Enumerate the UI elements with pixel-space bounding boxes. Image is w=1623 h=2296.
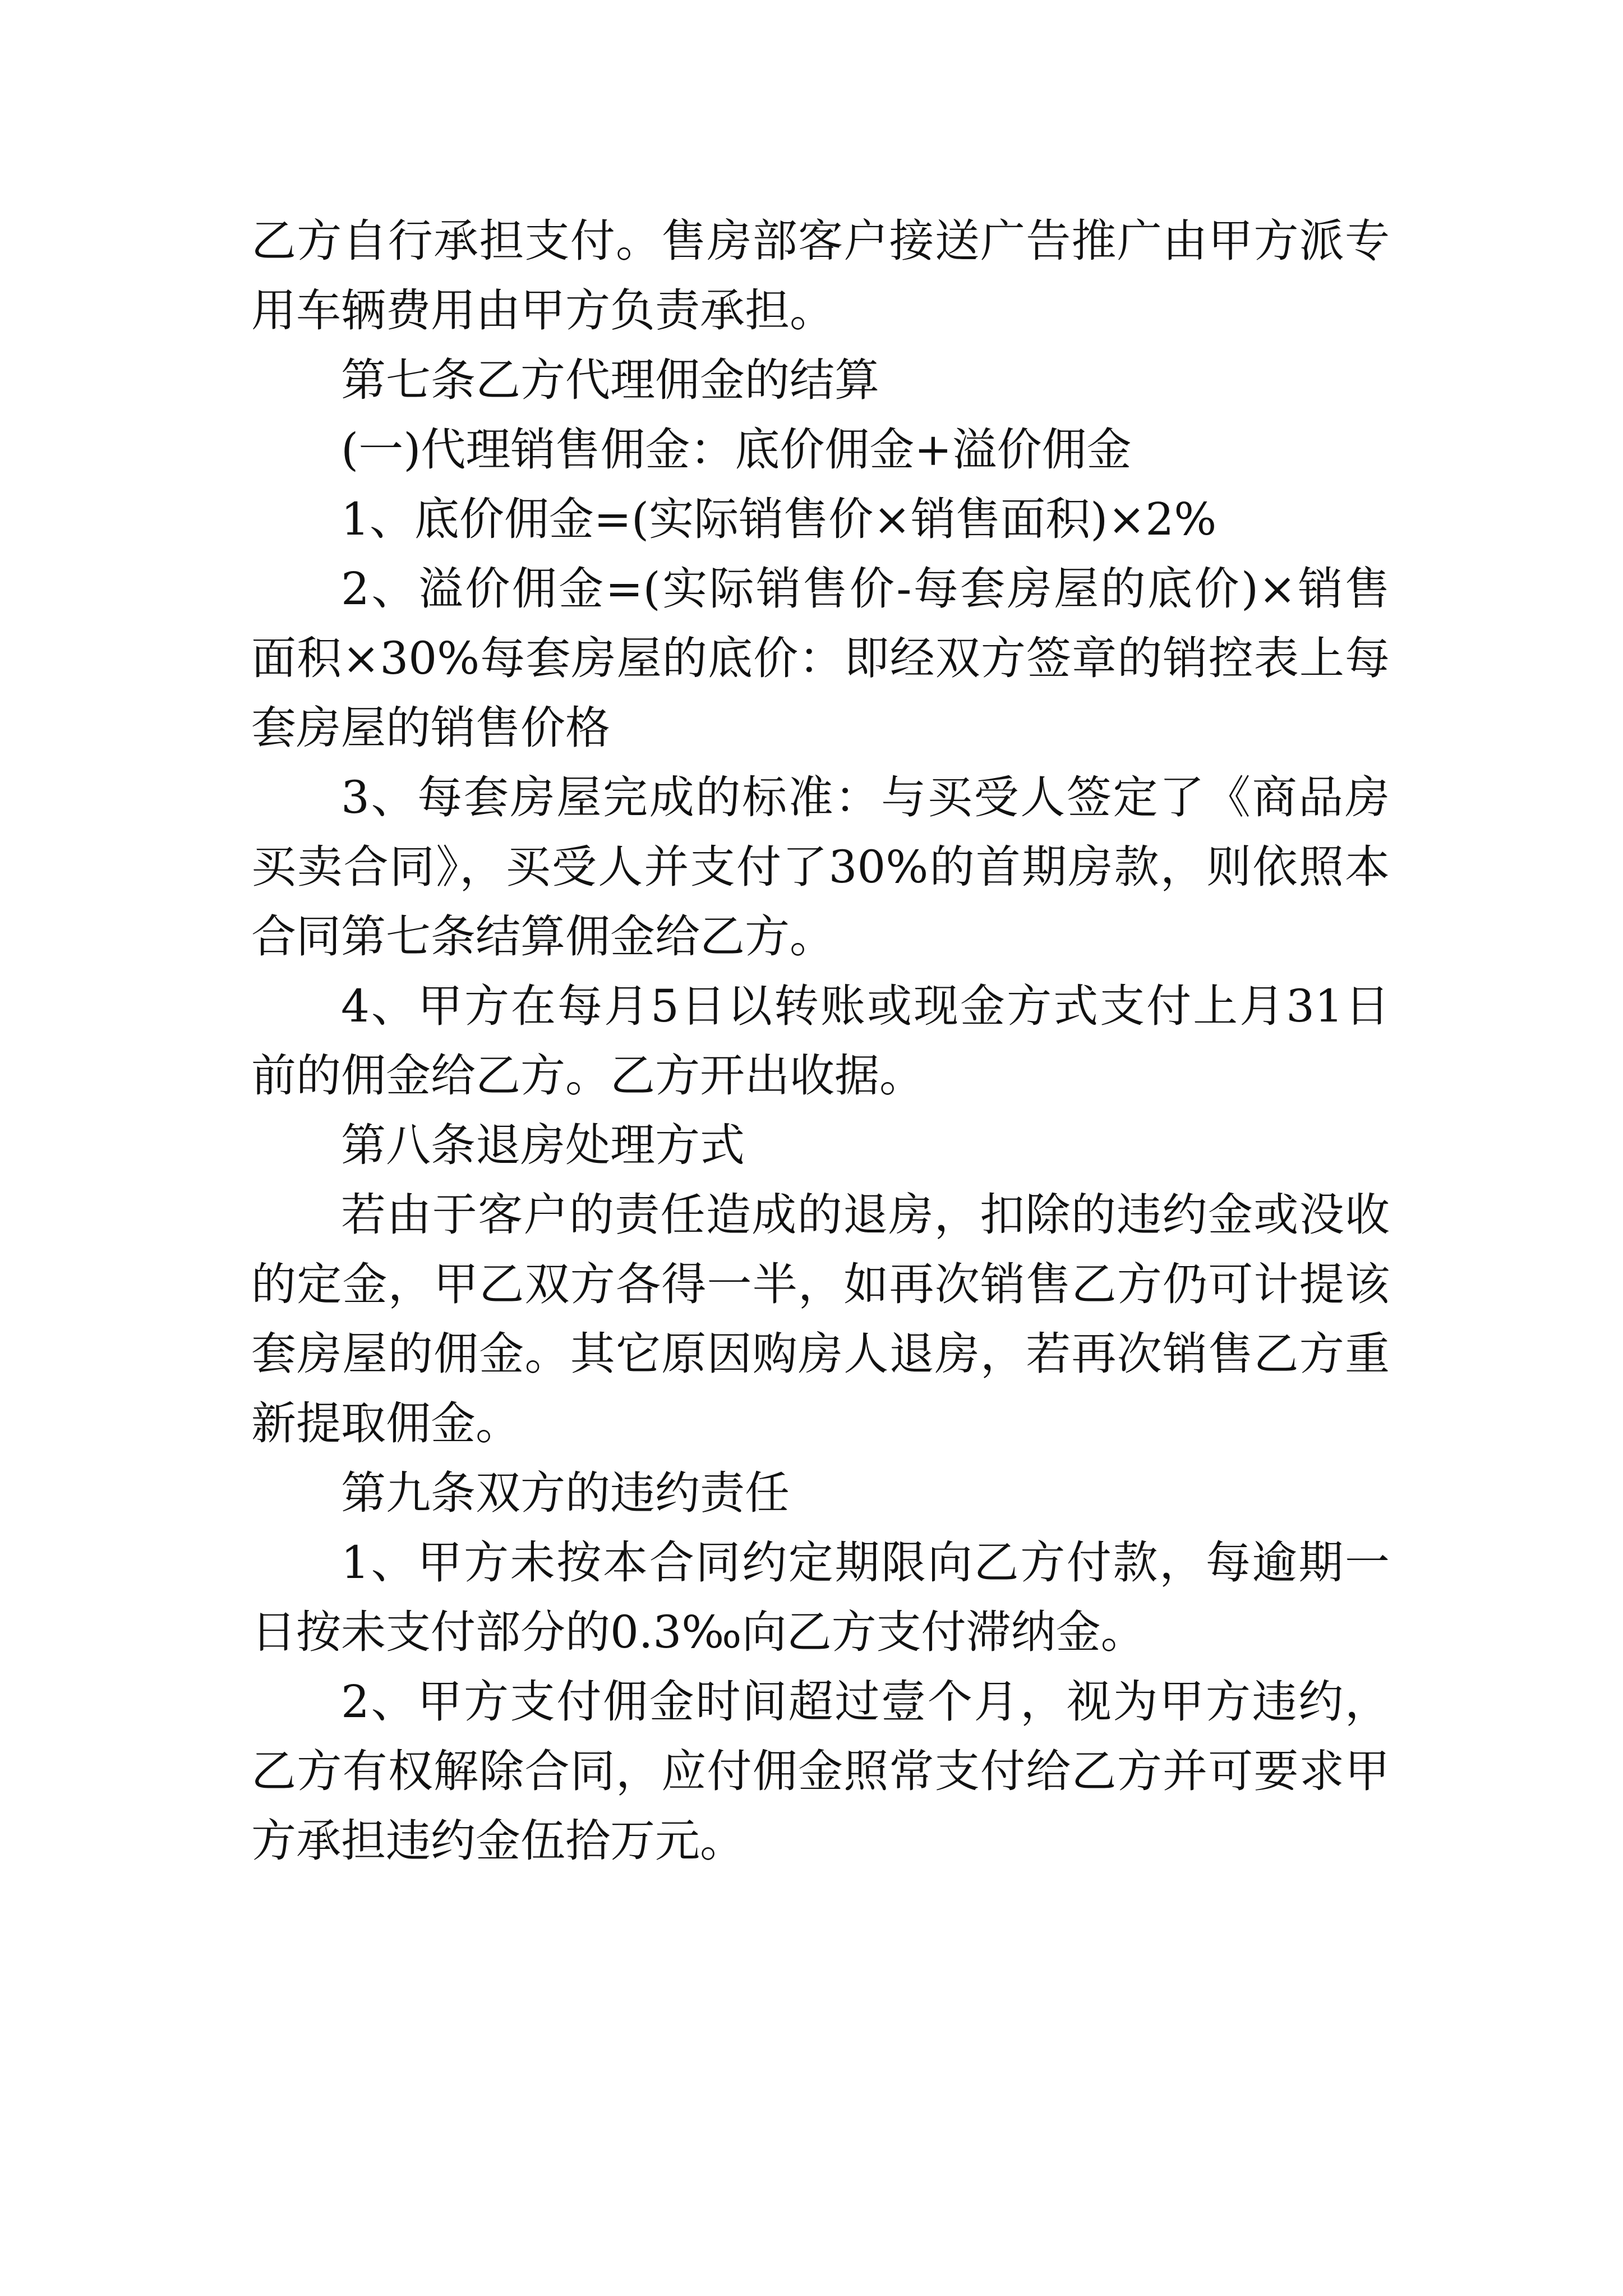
paragraph-breach-penalty: 2、甲方支付佣金时间超过壹个月，视为甲方违约，乙方有权解除合同，应付佣金照常支付给乙方并可要求甲方承担违约金伍拾万元。 — [251, 1676, 1390, 1867]
paragraph-sales-commission: (一)代理销售佣金：底价佣金+溢价佣金 — [341, 424, 1132, 476]
paragraph-completion-standard: 3、每套房屋完成的标准：与买受人签定了《商品房买卖合同》，买受人并支付了30%的首期房款，则依照本合同第七条结算佣金给乙方。 — [251, 771, 1390, 963]
article-7-heading: 第七条乙方代理佣金的结算 — [341, 354, 879, 406]
article-8-heading: 第八条退房处理方式 — [341, 1119, 745, 1171]
document-body — [251, 206, 1390, 1876]
paragraph-continuation: 乙方自行承担支付。售房部客户接送广告推广由甲方派专用车辆费用由甲方负责承担。 — [251, 215, 1390, 337]
paragraph-premium-commission: 2、溢价佣金=(实际销售价-每套房屋的底价)×销售面积×30%每套房屋的底价：即经双方签章的销控表上每套房屋的销售价格 — [251, 563, 1390, 754]
paragraph-late-payment: 1、甲方未按本合同约定期限向乙方付款，每逾期一日按未支付部分的0.3‰向乙方支付滞纳金。 — [251, 1536, 1390, 1658]
article-9-heading: 第九条双方的违约责任 — [341, 1467, 790, 1519]
paragraph-base-commission: 1、底价佣金=(实际销售价×销售面积)×2% — [341, 493, 1217, 545]
paragraph-payment-schedule: 4、甲方在每月5日以转账或现金方式支付上月31日前的佣金给乙方。乙方开出收据。 — [251, 980, 1390, 1102]
paragraph-refund-handling: 若由于客户的责任造成的退房，扣除的违约金或没收的定金，甲乙双方各得一半，如再次销售乙方仍可计提该套房屋的佣金。其它原因购房人退房，若再次销售乙方重新提取佣金。 — [251, 1189, 1390, 1450]
